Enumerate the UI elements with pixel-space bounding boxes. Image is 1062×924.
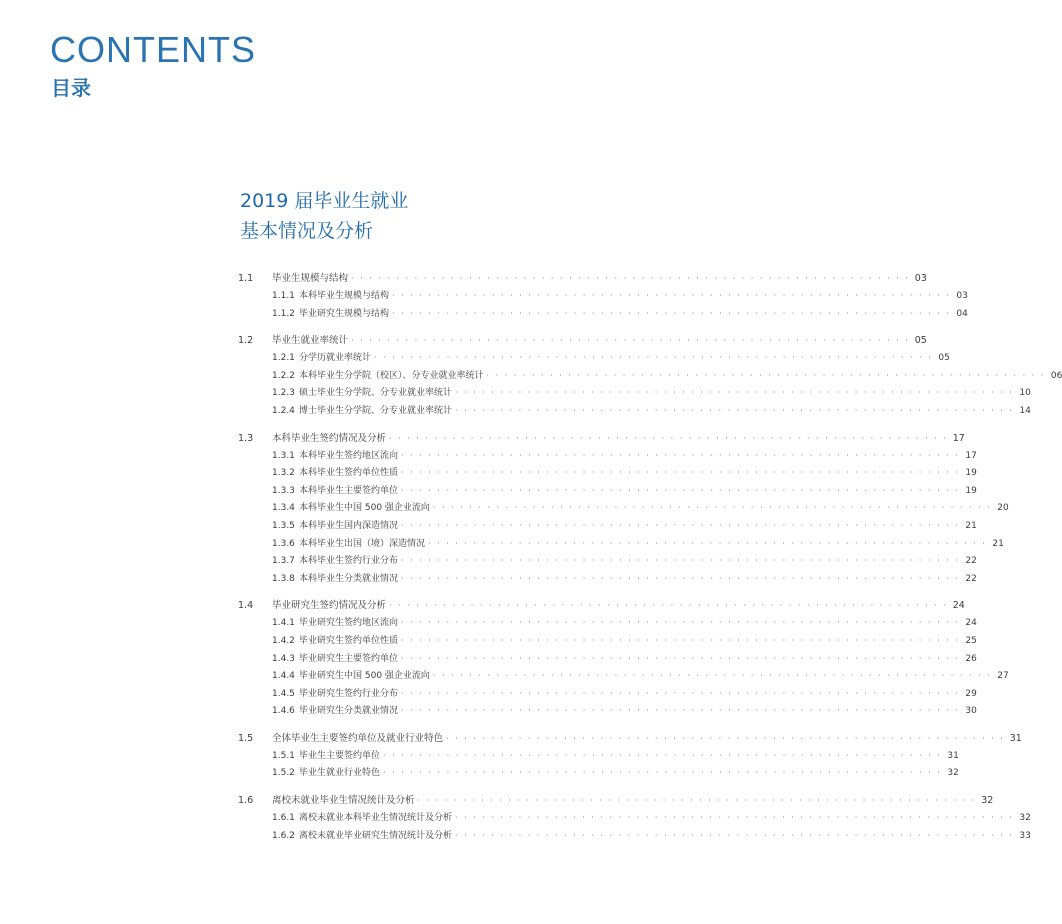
toc-leader-dots: · · · · · · · · · · · · · · · · · · · · · · · · · · · · · · · · · · · · · · · · · · · · · · · · · · · · · · · · · · · · · ·	[389, 433, 948, 443]
toc-leader-dots: · · · · · · · · · · · · · · · · · · · · · · · · · · · · · · · · · · · · · · · · · · · · · · · · · · · · · · · · · · · · · ·	[401, 618, 960, 628]
toc-label: 本科毕业生签约地区流向	[299, 450, 399, 461]
toc-number: 1.1.2	[272, 308, 295, 319]
toc-page-number: 30	[965, 706, 977, 717]
toc-label: 毕业研究生规模与结构	[299, 308, 390, 319]
toc-number: 1.6.2	[272, 830, 295, 841]
toc-page-number: 24	[952, 600, 965, 612]
toc-subentry[interactable]	[238, 385, 1031, 403]
section-title	[240, 186, 408, 246]
toc-label: 离校未就业毕业研究生情况统计及分析	[299, 830, 453, 841]
toc-label: 本科毕业生签约行业分布	[299, 556, 399, 567]
toc-label: 博士毕业生分学院、分专业就业率统计	[299, 405, 453, 416]
toc-label: 本科毕业生分类就业情况	[299, 573, 399, 584]
toc-leader-dots: · · · · · · · · · · · · · · · · · · · · · · · · · · · · · · · · · · · · · · · · · · · · · · · · · · · · · · · · · · · · · ·	[392, 308, 951, 318]
toc-number: 1.1	[238, 273, 254, 284]
toc-number: 1.3.8	[272, 573, 295, 584]
toc-page-number: 22	[965, 573, 977, 584]
toc-page-number: 26	[965, 653, 977, 664]
toc-label: 毕业研究生签约情况及分析	[272, 600, 387, 612]
toc-entry[interactable]	[238, 270, 927, 288]
toc-leader-dots: · · · · · · · · · · · · · · · · · · · · · · · · · · · · · · · · · · · · · · · · · · · · · · · · · · · · · · · · · · · · · ·	[455, 813, 1014, 823]
toc-subentry[interactable]	[238, 483, 977, 501]
toc-leader-dots: · · · · · · · · · · · · · · · · · · · · · · · · · · · · · · · · · · · · · · · · · · · · · · · · · · · · · · · · · · · · · ·	[401, 706, 960, 716]
toc-subentry[interactable]	[238, 518, 977, 536]
toc-page-number: 05	[938, 353, 950, 364]
toc-page-number: 22	[965, 556, 977, 567]
toc-label: 本科毕业生出国（境）深造情况	[299, 538, 426, 549]
toc-leader-dots: · · · · · · · · · · · · · · · · · · · · · · · · · · · · · · · · · · · · · · · · · · · · · · · · · · · · · · · · · · · · · ·	[432, 671, 992, 681]
toc-subentry[interactable]	[238, 765, 959, 783]
toc-number: 1.2.1	[272, 353, 295, 364]
toc-leader-dots: · · · · · · · · · · · · · · · · · · · · · · · · · · · · · · · · · · · · · · · · · · · · · · · · · · · · · · · · · · · · · ·	[383, 768, 942, 778]
toc-label: 毕业研究生中国 500 强企业流向	[299, 671, 430, 682]
toc-subentry[interactable]	[238, 288, 968, 306]
toc-leader-dots: · · · · · · · · · · · · · · · · · · · · · · · · · · · · · · · · · · · · · · · · · · · · · · · · · · · · · · · · · · · · · ·	[401, 635, 960, 645]
toc-subentry[interactable]	[238, 448, 977, 466]
toc-page-number: 29	[965, 688, 977, 699]
toc-leader-dots: · · · · · · · · · · · · · · · · · · · · · · · · · · · · · · · · · · · · · · · · · · · · · · · · · · · · · · · · · · · · · ·	[455, 388, 1014, 398]
toc-number: 1.3.4	[272, 503, 295, 514]
contents-heading: CONTENTS	[50, 29, 256, 70]
toc-leader-dots: · · · · · · · · · · · · · · · · · · · · · · · · · · · · · · · · · · · · · · · · · · · · · · · · · · · · · · · · · · · · · ·	[401, 450, 960, 460]
toc-subentry[interactable]	[238, 748, 959, 766]
toc-label: 毕业研究生分类就业情况	[299, 706, 399, 717]
toc-entry[interactable]	[238, 730, 1022, 748]
toc-label: 毕业研究生签约行业分布	[299, 688, 399, 699]
toc-leader-dots: · · · · · · · · · · · · · · · · · · · · · · · · · · · · · · · · · · · · · · · · · · · · · · · · · · · · · · · · · · · · · ·	[401, 573, 960, 583]
section-title-line2: 基本情况及分析	[240, 220, 374, 242]
toc-page-number: 20	[997, 503, 1009, 514]
toc-number: 1.2	[238, 335, 254, 347]
toc-leader-dots: · · · · · · · · · · · · · · · · · · · · · · · · · · · · · · · · · · · · · · · · · · · · · · · · · · · · · · · · · · · · · ·	[351, 336, 910, 346]
toc-label: 本科毕业生主要签约单位	[299, 485, 399, 496]
toc-number: 1.4.3	[272, 653, 295, 664]
toc-page-number: 32	[981, 795, 994, 807]
toc-entry[interactable]	[238, 792, 994, 810]
toc-number: 1.1.1	[272, 291, 295, 301]
toc-page-number: 21	[992, 538, 1004, 549]
toc-leader-dots: · · · · · · · · · · · · · · · · · · · · · · · · · · · · · · · · · · · · · · · · · · · · · · · · · · · · · · · · · · · · · ·	[401, 688, 960, 698]
toc-page-number: 14	[1019, 405, 1031, 416]
toc-page-number: 25	[965, 635, 977, 646]
toc-label: 分学历就业率统计	[299, 353, 372, 364]
toc-subentry[interactable]	[238, 368, 1062, 386]
toc-subentry[interactable]	[238, 668, 1009, 686]
toc-leader-dots: · · · · · · · · · · · · · · · · · · · · · · · · · · · · · · · · · · · · · · · · · · · · · · · · · · · · · · · · · · · · · ·	[432, 503, 992, 513]
toc-number: 1.3	[238, 432, 254, 444]
toc-number: 1.6	[238, 795, 254, 807]
toc-leader-dots: · · · · · · · · · · · · · · · · · · · · · · · · · · · · · · · · · · · · · · · · · · · · · · · · · · · · · · · · · · · · · ·	[486, 370, 1046, 380]
contents-subheading: 目录	[51, 76, 91, 100]
toc-page-number: 33	[1019, 830, 1031, 841]
toc-number: 1.4.4	[272, 671, 295, 682]
toc-subentry[interactable]	[238, 703, 977, 721]
toc-page-number: 19	[965, 468, 977, 479]
toc-number: 1.4.5	[272, 688, 295, 699]
toc-subentry[interactable]	[238, 571, 977, 589]
toc-page-number: 04	[956, 308, 968, 319]
toc-entry[interactable]	[238, 430, 965, 448]
toc-group	[238, 597, 1009, 721]
toc-subentry[interactable]	[238, 651, 977, 669]
toc-page-number: 17	[952, 432, 965, 444]
toc-number: 1.3.2	[272, 468, 295, 479]
toc-leader-dots: · · · · · · · · · · · · · · · · · · · · · · · · · · · · · · · · · · · · · · · · · · · · · · · · · · · · · · · · · · · · · ·	[446, 733, 1005, 743]
toc-number: 1.5.1	[272, 750, 295, 761]
toc-page-number: 27	[997, 671, 1009, 682]
toc-number: 1.6.1	[272, 813, 295, 824]
toc-number: 1.3.6	[272, 538, 295, 549]
toc-subentry[interactable]	[238, 500, 1009, 518]
toc-number: 1.4.6	[272, 706, 295, 717]
toc-subentry[interactable]	[238, 553, 977, 571]
toc-number: 1.2.4	[272, 405, 295, 416]
toc-label: 毕业研究生主要签约单位	[299, 653, 399, 664]
toc-subentry[interactable]	[238, 615, 977, 633]
toc-number: 1.2.3	[272, 388, 295, 399]
toc-number: 1.5.2	[272, 768, 295, 779]
toc-label: 离校未就业本科毕业生情况统计及分析	[299, 813, 453, 824]
toc-page-number: 19	[965, 485, 977, 496]
toc-label: 毕业生规模与结构	[272, 273, 349, 284]
toc-leader-dots: · · · · · · · · · · · · · · · · · · · · · · · · · · · · · · · · · · · · · · · · · · · · · · · · · · · · · · · · · · · · · ·	[383, 750, 942, 760]
toc-leader-dots: · · · · · · · · · · · · · · · · · · · · · · · · · · · · · · · · · · · · · · · · · · · · · · · · · · · · · · · · · · · · · ·	[401, 520, 960, 530]
toc-number: 1.4.2	[272, 635, 295, 646]
toc-leader-dots: · · · · · · · · · · · · · · · · · · · · · · · · · · · · · · · · · · · · · · · · · · · · · · · · · · · · · · · · · · · · · ·	[392, 291, 951, 300]
toc-label: 毕业研究生签约单位性质	[299, 635, 399, 646]
toc-leader-dots: · · · · · · · · · · · · · · · · · · · · · · · · · · · · · · · · · · · · · · · · · · · · · · · · · · · · · · · · · · · · · ·	[428, 538, 987, 548]
toc-page-number: 31	[1009, 732, 1022, 744]
toc-page-number: 03	[914, 273, 927, 284]
toc-leader-dots: · · · · · · · · · · · · · · · · · · · · · · · · · · · · · · · · · · · · · · · · · · · · · · · · · · · · · · · · · · · · · ·	[351, 274, 910, 283]
toc-number: 1.3.5	[272, 520, 295, 531]
toc-subentry[interactable]	[238, 350, 950, 368]
toc-label: 离校未就业毕业生情况统计及分析	[272, 795, 415, 807]
toc-subentry[interactable]	[238, 403, 1031, 421]
toc-leader-dots: · · · · · · · · · · · · · · · · · · · · · · · · · · · · · · · · · · · · · · · · · · · · · · · · · · · · · · · · · · · · · ·	[417, 796, 977, 806]
toc-leader-dots: · · · · · · · · · · · · · · · · · · · · · · · · · · · · · · · · · · · · · · · · · · · · · · · · · · · · · · · · · · · · · ·	[401, 468, 960, 478]
toc-label: 本科毕业生签约单位性质	[299, 468, 399, 479]
section-title-line1: 2019 届毕业生就业	[240, 190, 409, 212]
toc-page-number: 06	[1050, 370, 1062, 381]
toc-label: 毕业生就业率统计	[272, 335, 349, 347]
toc-subentry[interactable]	[238, 536, 1004, 554]
toc-label: 毕业生主要签约单位	[299, 750, 381, 761]
toc-subentry[interactable]	[238, 810, 1031, 828]
toc-number: 1.4	[238, 600, 254, 612]
toc-leader-dots: · · · · · · · · · · · · · · · · · · · · · · · · · · · · · · · · · · · · · · · · · · · · · · · · · · · · · · · · · · · · · ·	[401, 556, 960, 566]
toc-leader-dots: · · · · · · · · · · · · · · · · · · · · · · · · · · · · · · · · · · · · · · · · · · · · · · · · · · · · · · · · · · · · · ·	[401, 653, 960, 663]
toc-number: 1.3.3	[272, 485, 295, 496]
toc-page-number: 05	[914, 335, 927, 347]
toc-label: 硕士毕业生分学院、分专业就业率统计	[299, 388, 453, 399]
toc-number: 1.4.1	[272, 618, 295, 629]
toc-subentry[interactable]	[238, 686, 977, 704]
toc-leader-dots: · · · · · · · · · · · · · · · · · · · · · · · · · · · · · · · · · · · · · · · · · · · · · · · · · · · · · · · · · · · · · ·	[401, 485, 960, 495]
toc-subentry[interactable]	[238, 465, 977, 483]
toc-group	[238, 792, 1031, 845]
toc-label: 本科毕业生分学院（校区）、分专业就业率统计	[299, 370, 484, 381]
toc-page-number: 10	[1019, 388, 1031, 399]
toc-subentry[interactable]	[238, 633, 977, 651]
toc-entry[interactable]	[238, 332, 927, 350]
toc-leader-dots: · · · · · · · · · · · · · · · · · · · · · · · · · · · · · · · · · · · · · · · · · · · · · · · · · · · · · · · · · · · · · ·	[389, 601, 948, 611]
toc-label: 本科毕业生规模与结构	[299, 291, 390, 301]
toc-label: 本科毕业生签约情况及分析	[272, 432, 387, 444]
table-of-contents	[238, 270, 1062, 854]
toc-label: 本科毕业生国内深造情况	[299, 520, 399, 531]
toc-label: 毕业生就业行业特色	[299, 768, 381, 779]
toc-page-number: 24	[965, 618, 977, 629]
toc-label: 本科毕业生中国 500 强企业流向	[299, 503, 430, 514]
toc-page-number: 32	[1019, 813, 1031, 824]
toc-number: 1.3.7	[272, 556, 295, 567]
toc-page-number: 03	[956, 291, 968, 301]
toc-subentry[interactable]	[238, 306, 968, 324]
toc-number: 1.5	[238, 732, 254, 744]
toc-group	[238, 730, 1022, 783]
toc-group	[238, 430, 1009, 589]
toc-leader-dots: · · · · · · · · · · · · · · · · · · · · · · · · · · · · · · · · · · · · · · · · · · · · · · · · · · · · · · · · · · · · · ·	[455, 830, 1014, 840]
toc-leader-dots: · · · · · · · · · · · · · · · · · · · · · · · · · · · · · · · · · · · · · · · · · · · · · · · · · · · · · · · · · · · · · ·	[374, 353, 933, 363]
toc-page-number: 21	[965, 520, 977, 531]
toc-entry[interactable]	[238, 597, 965, 615]
toc-group	[238, 270, 968, 323]
toc-label: 全体毕业生主要签约单位及就业行业特色	[272, 732, 444, 744]
toc-number: 1.2.2	[272, 370, 295, 381]
toc-page-number: 17	[965, 450, 977, 461]
toc-leader-dots: · · · · · · · · · · · · · · · · · · · · · · · · · · · · · · · · · · · · · · · · · · · · · · · · · · · · · · · · · · · · · ·	[455, 405, 1014, 415]
toc-page-number: 31	[947, 750, 959, 761]
toc-group	[238, 332, 1062, 420]
toc-page-number: 32	[947, 768, 959, 779]
toc-subentry[interactable]	[238, 828, 1031, 846]
toc-number: 1.3.1	[272, 450, 295, 461]
toc-label: 毕业研究生签约地区流向	[299, 618, 399, 629]
